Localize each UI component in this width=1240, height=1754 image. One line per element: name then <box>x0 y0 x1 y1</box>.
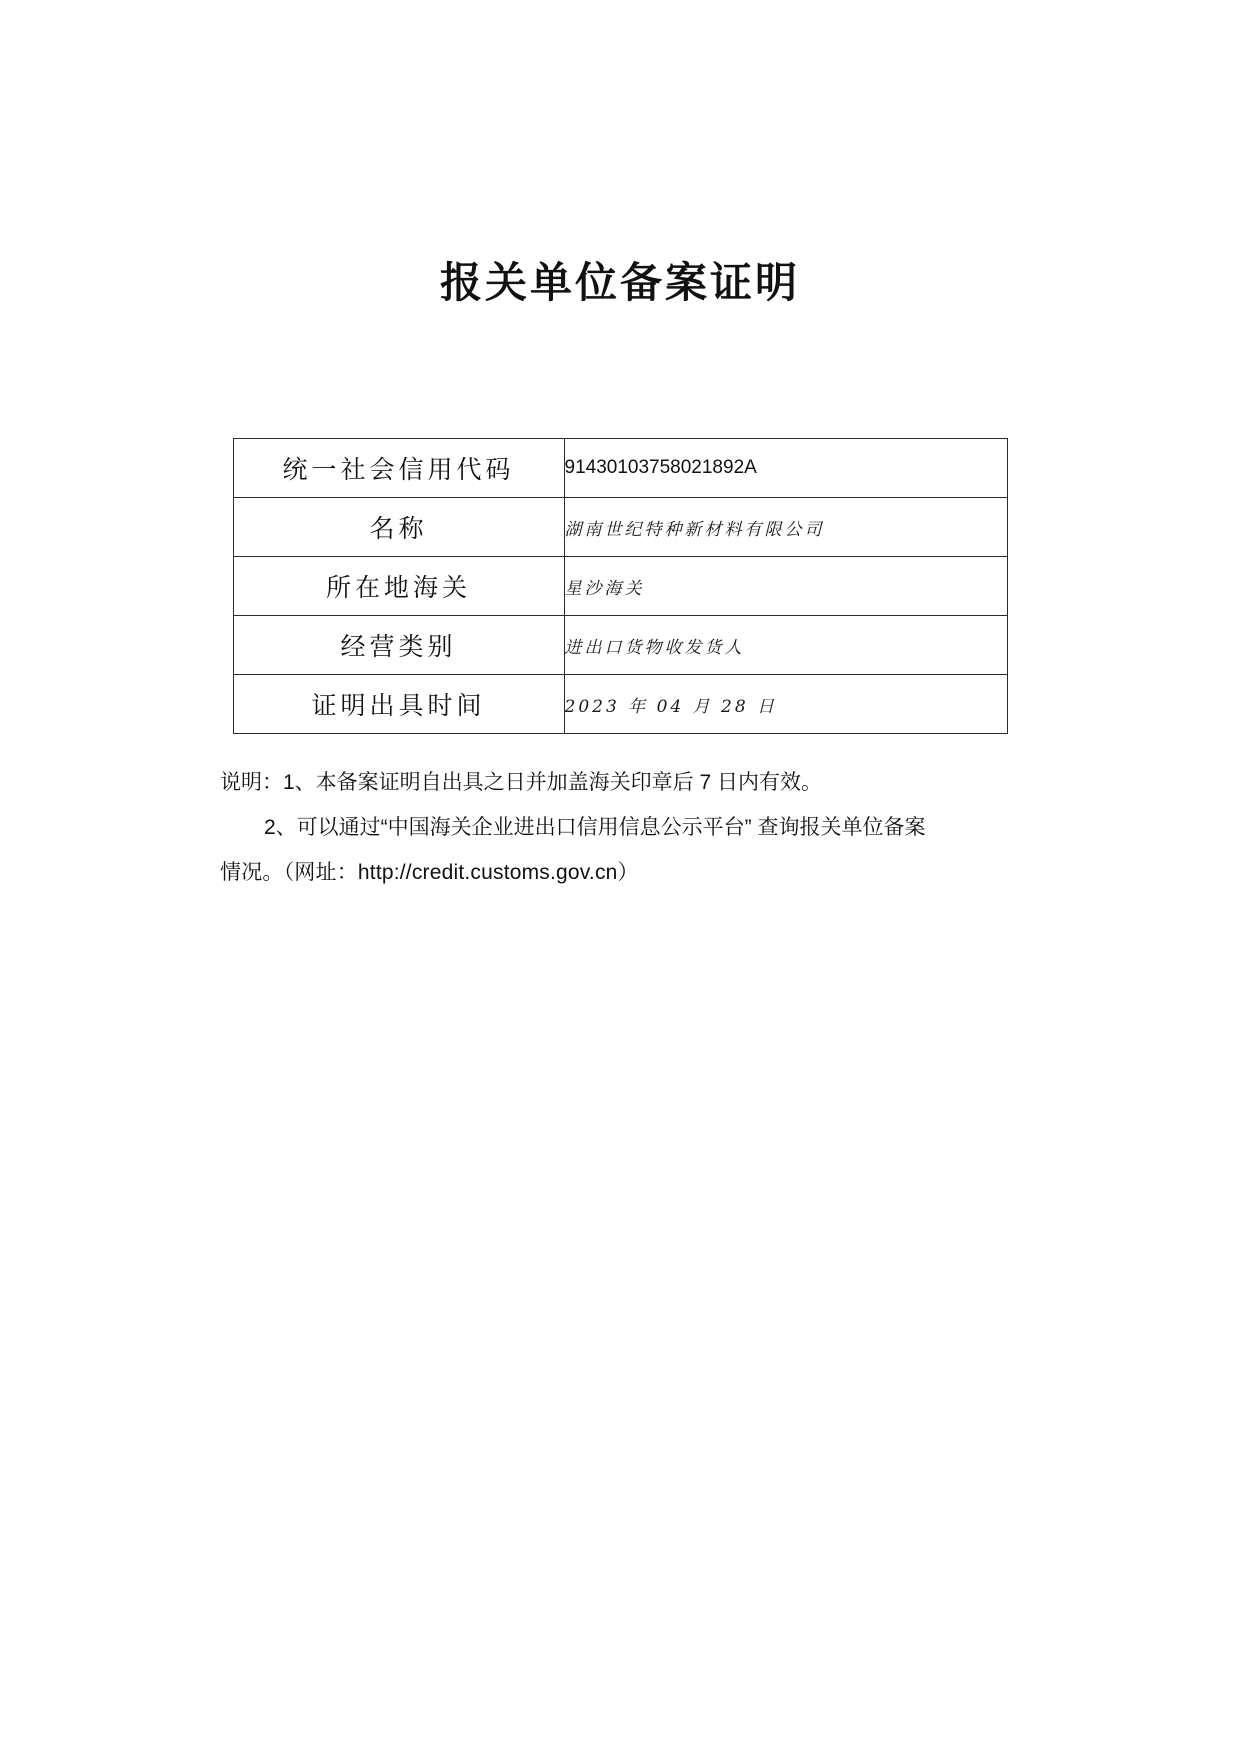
note-item-1-text: 1、本备案证明自出具之日并加盖海关印章后 7 日内有效。 <box>283 771 823 794</box>
table-row <box>233 616 1007 675</box>
value-local-customs: 星沙海关 <box>564 557 1007 616</box>
label-issue-date: 证明出具时间 <box>233 675 564 734</box>
note-item-2-line-1: 2、可以通过“中国海关企业进出口信用信息公示平台” 查询报关单位备案 <box>264 816 926 840</box>
registration-info-table <box>233 438 1008 734</box>
table-row <box>233 675 1007 734</box>
label-unified-social-credit-code: 统一社会信用代码 <box>233 439 564 498</box>
note-item-2-line-2: 情况。（网址：http://credit.customs.gov.cn） <box>220 861 639 885</box>
notes-prefix: 说明： <box>220 771 283 794</box>
value-unified-social-credit-code: 91430103758021892A <box>564 439 1007 498</box>
value-company-name: 湖南世纪特种新材料有限公司 <box>564 498 1007 557</box>
label-local-customs: 所在地海关 <box>233 557 564 616</box>
label-company-name: 名称 <box>233 498 564 557</box>
note-item-1 <box>220 760 1020 805</box>
table-row <box>233 439 1007 498</box>
value-business-category: 进出口货物收发货人 <box>564 616 1007 675</box>
value-issue-date: 2023 年 04 月 28 日 <box>564 675 1007 734</box>
page-title: 报关单位备案证明 <box>439 259 800 306</box>
table-row <box>233 498 1007 557</box>
table-row <box>233 557 1007 616</box>
notes-section <box>220 760 1020 895</box>
label-business-category: 经营类别 <box>233 616 564 675</box>
